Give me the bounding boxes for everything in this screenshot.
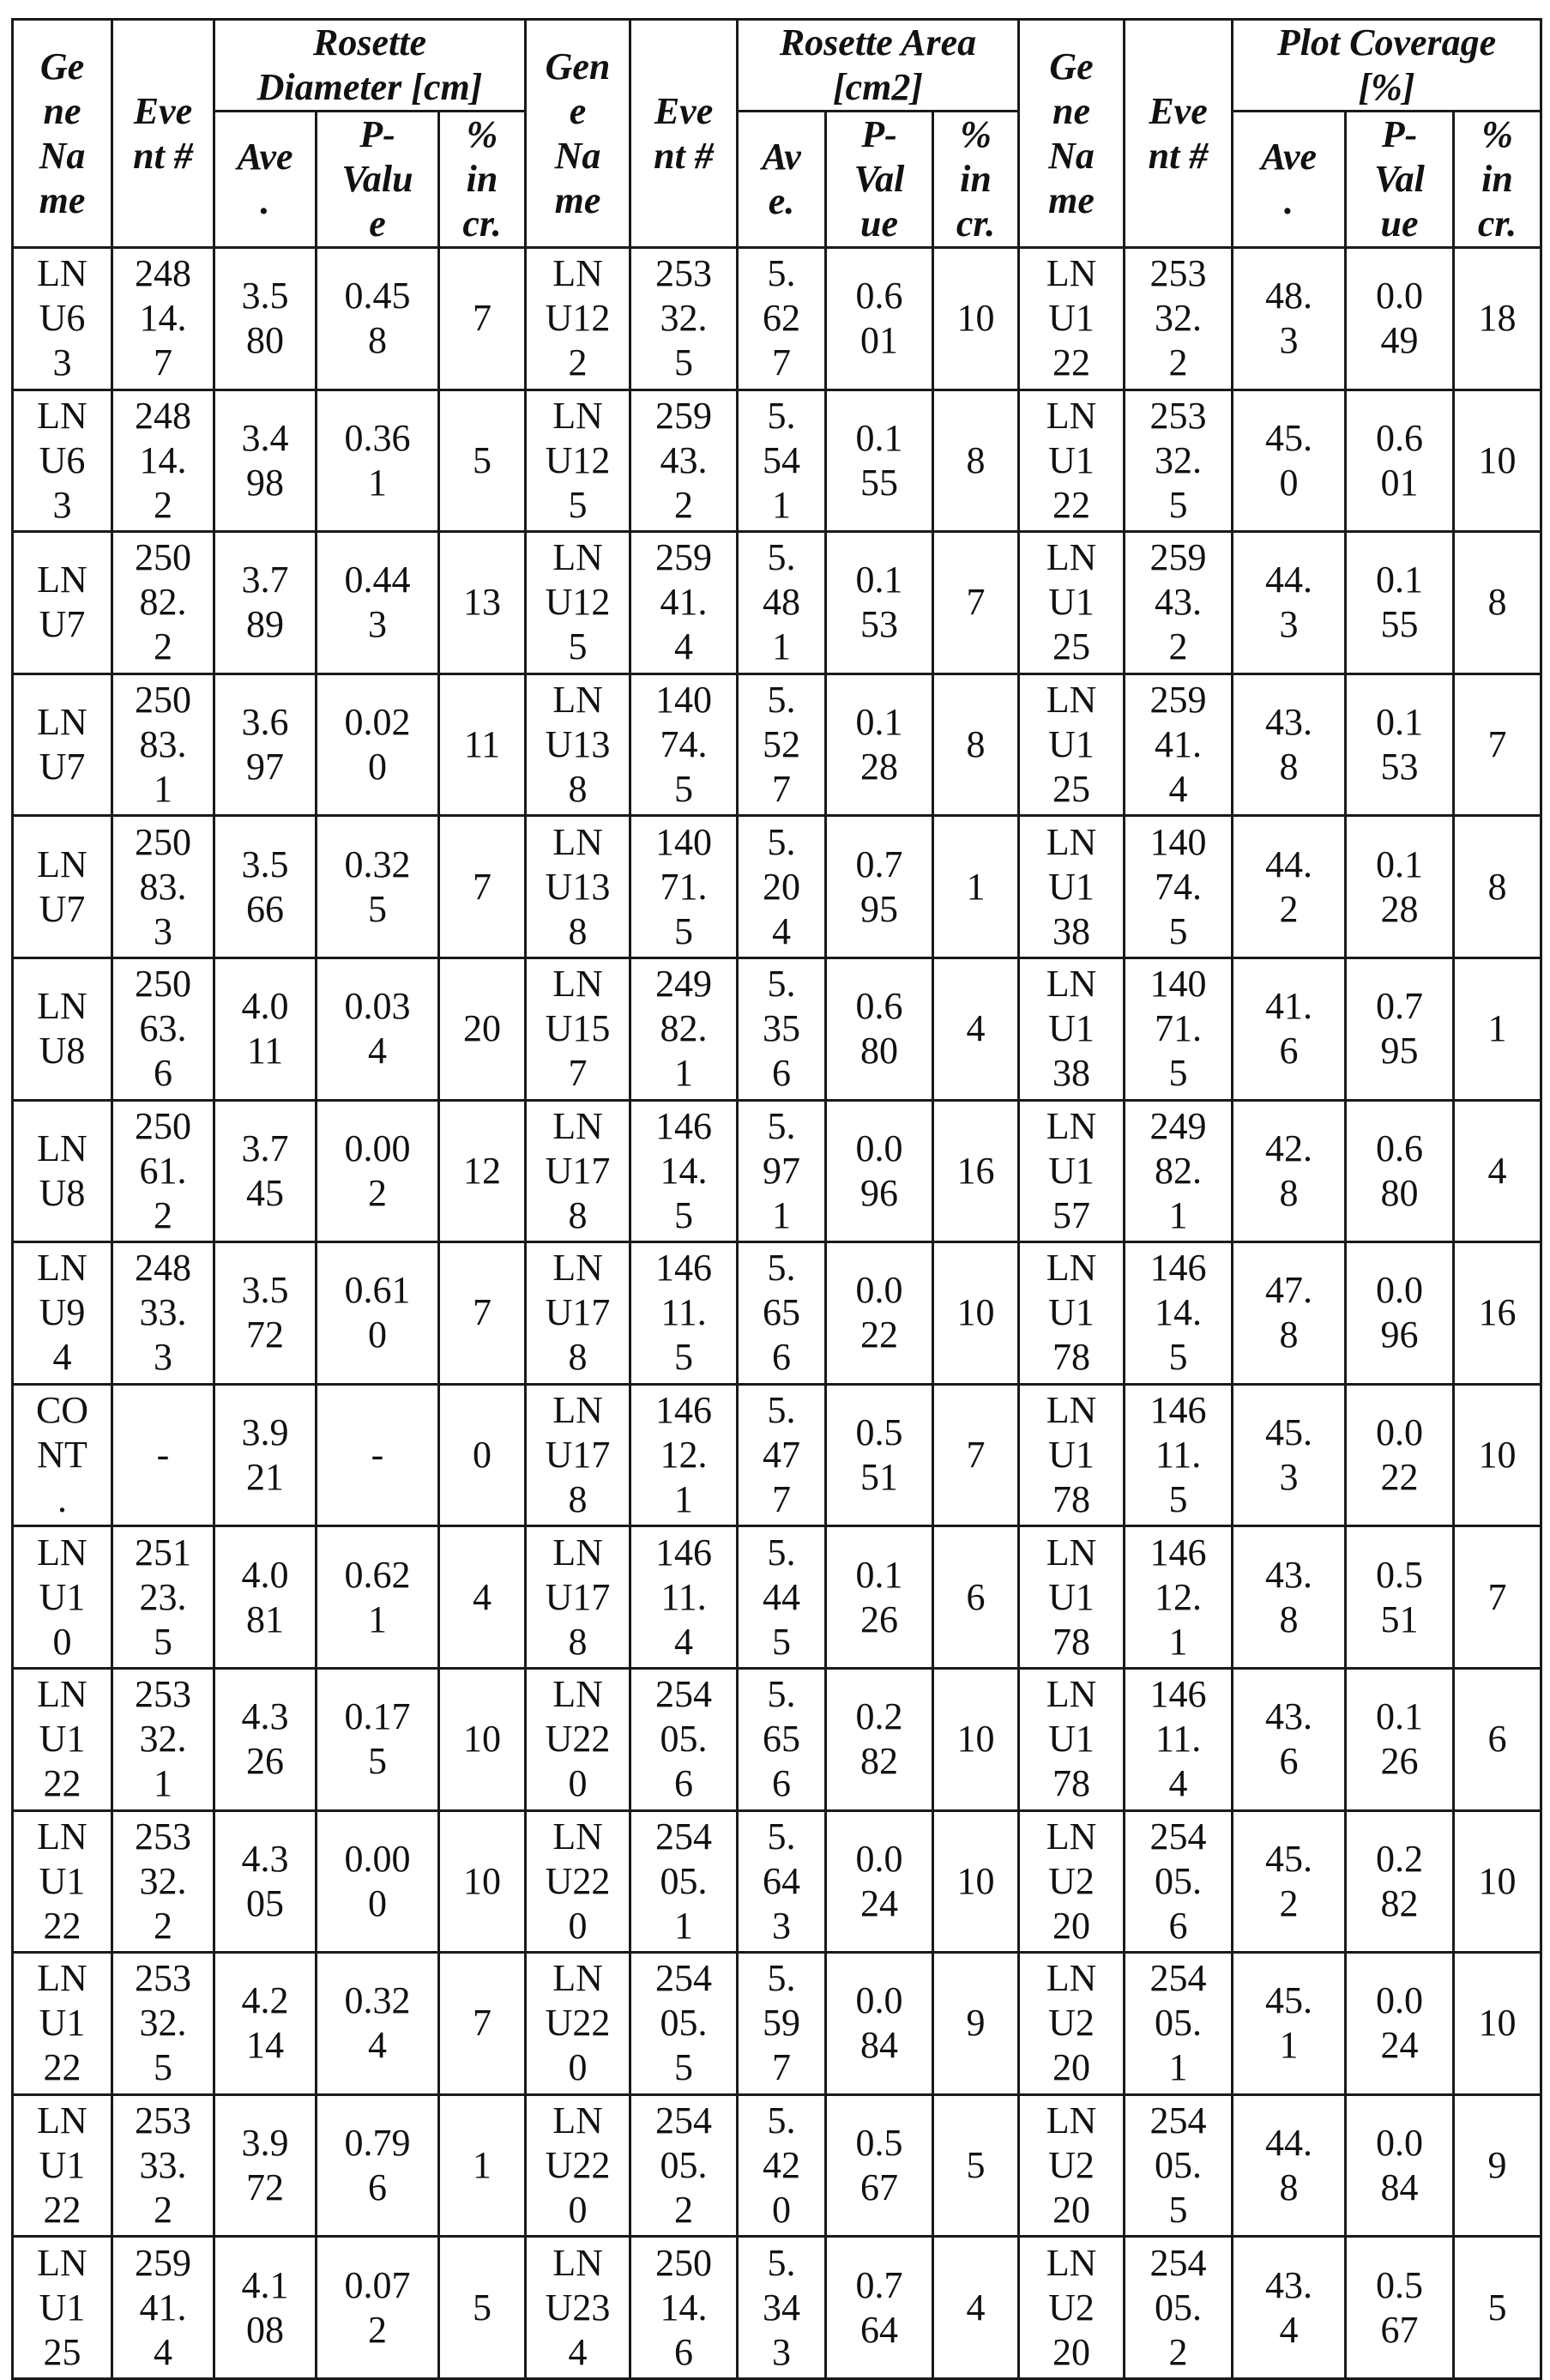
cell-gene-name: LN U6 3 <box>13 248 112 390</box>
cell-diameter-p-value: 0.61 0 <box>317 1242 439 1385</box>
cell-diameter-pct-incr: 20 <box>439 957 526 1100</box>
cell-gene-name-2: LN U13 8 <box>526 816 630 958</box>
table-row <box>13 532 1541 674</box>
cell-coverage-pct-incr: 8 <box>1454 816 1541 958</box>
table-row <box>13 674 1541 816</box>
cell-diameter-pct-incr: 1 <box>439 2094 526 2237</box>
cell-area-p-value: 0.7 95 <box>826 816 933 958</box>
cell-gene-name-3: LN U2 20 <box>1019 2094 1125 2237</box>
cell-diameter-ave: 3.5 72 <box>214 1242 317 1385</box>
cell-coverage-p-value: 0.0 96 <box>1346 1242 1454 1385</box>
cell-coverage-p-value: 0.1 53 <box>1346 674 1454 816</box>
cell-area-p-value: 0.2 82 <box>826 1668 933 1810</box>
header-coverage-pct-incr: % in cr. <box>1454 112 1541 248</box>
cell-event-2: 259 41. 4 <box>630 532 738 674</box>
cell-gene-name-2: LN U17 8 <box>526 1526 630 1669</box>
cell-gene-name-3: LN U2 20 <box>1019 1810 1125 1953</box>
cell-event-3: 146 11. 4 <box>1125 1668 1233 1810</box>
cell-gene-name-2: LN U22 0 <box>526 1810 630 1953</box>
cell-coverage-pct-incr: 4 <box>1454 1100 1541 1242</box>
cell-event: 251 23. 5 <box>112 1526 214 1669</box>
header-group-rosette-area: Rosette Area [cm2] <box>738 20 1019 112</box>
cell-gene-name-2: LN U22 0 <box>526 2094 630 2237</box>
cell-area-p-value: 0.1 28 <box>826 674 933 816</box>
cell-event: 253 32. 1 <box>112 1668 214 1810</box>
header-event-3: Eve nt # <box>1125 20 1233 248</box>
cell-gene-name-3: LN U1 38 <box>1019 816 1125 958</box>
cell-gene-name: LN U7 <box>13 816 112 958</box>
cell-area-ave: 5. 48 1 <box>738 532 826 674</box>
cell-diameter-pct-incr: 7 <box>439 1242 526 1385</box>
cell-diameter-ave: 4.0 11 <box>214 957 317 1100</box>
header-diameter-ave: Ave . <box>214 112 317 248</box>
cell-gene-name-3: LN U1 38 <box>1019 957 1125 1100</box>
cell-area-ave: 5. 44 5 <box>738 1526 826 1669</box>
cell-diameter-ave: 3.7 45 <box>214 1100 317 1242</box>
cell-coverage-p-value: 0.0 49 <box>1346 248 1454 390</box>
header-diameter-pct-incr: % in cr. <box>439 112 526 248</box>
cell-area-p-value: 0.0 22 <box>826 1242 933 1385</box>
header-coverage-ave: Ave . <box>1233 112 1346 248</box>
cell-coverage-ave: 44. 2 <box>1233 816 1346 958</box>
cell-area-p-value: 0.5 67 <box>826 2094 933 2237</box>
cell-diameter-ave: 4.3 05 <box>214 1810 317 1953</box>
cell-coverage-pct-incr: 7 <box>1454 1526 1541 1669</box>
cell-gene-name-2: LN U12 5 <box>526 532 630 674</box>
cell-event-2: 254 05. 1 <box>630 1810 738 1953</box>
cell-event-2: 146 12. 1 <box>630 1384 738 1526</box>
cell-event: 250 61. 2 <box>112 1100 214 1242</box>
cell-gene-name-2: LN U22 0 <box>526 1668 630 1810</box>
cell-event-3: 146 14. 5 <box>1125 1242 1233 1385</box>
cell-area-p-value: 0.7 64 <box>826 2237 933 2379</box>
header-row-groups <box>13 20 1541 112</box>
cell-area-pct-incr: 7 <box>933 532 1019 674</box>
cell-diameter-ave: 3.9 21 <box>214 1384 317 1526</box>
cell-diameter-pct-incr: 5 <box>439 2237 526 2379</box>
cell-diameter-pct-incr: 7 <box>439 1953 526 2095</box>
cell-event-3: 146 11. 5 <box>1125 1384 1233 1526</box>
cell-gene-name-2: LN U22 0 <box>526 1953 630 2095</box>
cell-area-p-value: 0.0 24 <box>826 1810 933 1953</box>
cell-gene-name-3: LN U2 20 <box>1019 2237 1125 2379</box>
cell-diameter-pct-incr: 4 <box>439 1526 526 1669</box>
cell-area-pct-incr: 6 <box>933 1526 1019 1669</box>
cell-gene-name-3: LN U1 25 <box>1019 532 1125 674</box>
cell-coverage-pct-incr: 1 <box>1454 957 1541 1100</box>
cell-diameter-ave: 3.4 98 <box>214 390 317 532</box>
cell-coverage-pct-incr: 10 <box>1454 390 1541 532</box>
table-row <box>13 957 1541 1100</box>
cell-coverage-ave: 42. 8 <box>1233 1100 1346 1242</box>
cell-event: 250 82. 2 <box>112 532 214 674</box>
cell-coverage-pct-incr: 18 <box>1454 248 1541 390</box>
cell-gene-name-2: LN U13 8 <box>526 674 630 816</box>
cell-event-3: 254 05. 5 <box>1125 2094 1233 2237</box>
cell-area-p-value: 0.1 55 <box>826 390 933 532</box>
cell-coverage-p-value: 0.0 84 <box>1346 2094 1454 2237</box>
cell-event: 250 63. 6 <box>112 957 214 1100</box>
cell-diameter-ave: 3.7 89 <box>214 532 317 674</box>
table-row <box>13 1100 1541 1242</box>
cell-gene-name: LN U7 <box>13 674 112 816</box>
cell-event-2: 259 43. 2 <box>630 390 738 532</box>
cell-diameter-p-value: 0.44 3 <box>317 532 439 674</box>
table-row <box>13 2237 1541 2379</box>
header-diameter-p-value: P- Valu e <box>317 112 439 248</box>
cell-coverage-ave: 44. 3 <box>1233 532 1346 674</box>
cell-area-p-value: 0.6 01 <box>826 248 933 390</box>
cell-coverage-pct-incr: 6 <box>1454 1668 1541 1810</box>
cell-coverage-pct-incr: 10 <box>1454 1810 1541 1953</box>
cell-coverage-p-value: 0.1 28 <box>1346 816 1454 958</box>
cell-area-ave: 5. 65 6 <box>738 1668 826 1810</box>
cell-diameter-pct-incr: 7 <box>439 816 526 958</box>
cell-area-pct-incr: 4 <box>933 957 1019 1100</box>
cell-area-ave: 5. 47 7 <box>738 1384 826 1526</box>
cell-area-pct-incr: 10 <box>933 1810 1019 1953</box>
cell-diameter-ave: 4.3 26 <box>214 1668 317 1810</box>
cell-event-2: 140 74. 5 <box>630 674 738 816</box>
cell-event-3: 140 71. 5 <box>1125 957 1233 1100</box>
cell-event-2: 253 32. 5 <box>630 248 738 390</box>
cell-event: 259 41. 4 <box>112 2237 214 2379</box>
table-row <box>13 2094 1541 2237</box>
cell-diameter-p-value: 0.02 0 <box>317 674 439 816</box>
cell-event-3: 140 74. 5 <box>1125 816 1233 958</box>
cell-gene-name-2: LN U23 4 <box>526 2237 630 2379</box>
cell-coverage-pct-incr: 9 <box>1454 2094 1541 2237</box>
cell-diameter-p-value: 0.32 4 <box>317 1953 439 2095</box>
cell-gene-name-3: LN U1 78 <box>1019 1668 1125 1810</box>
cell-gene-name-3: LN U1 57 <box>1019 1100 1125 1242</box>
cell-gene-name-2: LN U17 8 <box>526 1100 630 1242</box>
cell-event: 248 14. 7 <box>112 248 214 390</box>
cell-area-ave: 5. 20 4 <box>738 816 826 958</box>
header-area-ave: Av e. <box>738 112 826 248</box>
cell-coverage-p-value: 0.2 82 <box>1346 1810 1454 1953</box>
cell-diameter-pct-incr: 11 <box>439 674 526 816</box>
cell-gene-name: LN U1 22 <box>13 1953 112 2095</box>
cell-coverage-pct-incr: 7 <box>1454 674 1541 816</box>
cell-area-pct-incr: 5 <box>933 2094 1019 2237</box>
cell-diameter-p-value: 0.00 0 <box>317 1810 439 1953</box>
cell-coverage-pct-incr: 10 <box>1454 1384 1541 1526</box>
cell-coverage-p-value: 0.5 67 <box>1346 2237 1454 2379</box>
cell-gene-name-3: LN U2 20 <box>1019 1953 1125 2095</box>
cell-event: 248 33. 3 <box>112 1242 214 1385</box>
cell-gene-name: LN U8 <box>13 957 112 1100</box>
cell-area-pct-incr: 10 <box>933 1668 1019 1810</box>
cell-coverage-ave: 43. 6 <box>1233 1668 1346 1810</box>
cell-area-ave: 5. 59 7 <box>738 1953 826 2095</box>
cell-gene-name-3: LN U1 78 <box>1019 1384 1125 1526</box>
cell-area-ave: 5. 62 7 <box>738 248 826 390</box>
cell-area-pct-incr: 8 <box>933 390 1019 532</box>
cell-event: - <box>112 1384 214 1526</box>
cell-gene-name: LN U1 22 <box>13 2094 112 2237</box>
cell-area-ave: 5. 42 0 <box>738 2094 826 2237</box>
cell-event-3: 253 32. 5 <box>1125 390 1233 532</box>
cell-event-2: 254 05. 6 <box>630 1668 738 1810</box>
table-row <box>13 1668 1541 1810</box>
table-row <box>13 816 1541 958</box>
cell-gene-name: CO NT . <box>13 1384 112 1526</box>
cell-event: 250 83. 3 <box>112 816 214 958</box>
cell-event: 250 83. 1 <box>112 674 214 816</box>
cell-diameter-ave: 4.1 08 <box>214 2237 317 2379</box>
header-event-2: Eve nt # <box>630 20 738 248</box>
cell-area-pct-incr: 1 <box>933 816 1019 958</box>
cell-diameter-ave: 3.6 97 <box>214 674 317 816</box>
header-group-plot-coverage: Plot Coverage [%] <box>1233 20 1541 112</box>
cell-event: 253 32. 5 <box>112 1953 214 2095</box>
cell-diameter-p-value: 0.07 2 <box>317 2237 439 2379</box>
header-area-p-value: P- Val ue <box>826 112 933 248</box>
header-row-subcolumns <box>13 112 1541 248</box>
cell-area-ave: 5. 35 6 <box>738 957 826 1100</box>
cell-gene-name: LN U1 22 <box>13 1810 112 1953</box>
cell-coverage-ave: 44. 8 <box>1233 2094 1346 2237</box>
cell-event-2: 146 14. 5 <box>630 1100 738 1242</box>
cell-coverage-pct-incr: 16 <box>1454 1242 1541 1385</box>
cell-event-3: 253 32. 2 <box>1125 248 1233 390</box>
cell-event-2: 254 05. 2 <box>630 2094 738 2237</box>
cell-gene-name: LN U1 0 <box>13 1526 112 1669</box>
table-row <box>13 248 1541 390</box>
cell-area-p-value: 0.1 26 <box>826 1526 933 1669</box>
cell-event-2: 249 82. 1 <box>630 957 738 1100</box>
cell-gene-name: LN U9 4 <box>13 1242 112 1385</box>
cell-gene-name-2: LN U17 8 <box>526 1384 630 1526</box>
cell-coverage-p-value: 0.1 55 <box>1346 532 1454 674</box>
cell-diameter-p-value: 0.03 4 <box>317 957 439 1100</box>
cell-gene-name-2: LN U12 2 <box>526 248 630 390</box>
cell-area-p-value: 0.0 96 <box>826 1100 933 1242</box>
cell-diameter-pct-incr: 13 <box>439 532 526 674</box>
header-event: Eve nt # <box>112 20 214 248</box>
table-row <box>13 1384 1541 1526</box>
cell-coverage-p-value: 0.6 01 <box>1346 390 1454 532</box>
table-body <box>13 248 1541 2379</box>
results-table <box>11 18 1542 2380</box>
cell-diameter-p-value: 0.17 5 <box>317 1668 439 1810</box>
header-gene-name-2: Gen e Na me <box>526 20 630 248</box>
header-gene-name: Ge ne Na me <box>13 20 112 248</box>
cell-gene-name-3: LN U1 22 <box>1019 390 1125 532</box>
cell-event-3: 259 43. 2 <box>1125 532 1233 674</box>
cell-area-p-value: 0.5 51 <box>826 1384 933 1526</box>
cell-gene-name-2: LN U12 5 <box>526 390 630 532</box>
cell-event: 253 32. 2 <box>112 1810 214 1953</box>
cell-diameter-ave: 4.2 14 <box>214 1953 317 2095</box>
cell-gene-name: LN U8 <box>13 1100 112 1242</box>
cell-coverage-p-value: 0.1 26 <box>1346 1668 1454 1810</box>
cell-diameter-pct-incr: 7 <box>439 248 526 390</box>
cell-diameter-pct-incr: 10 <box>439 1668 526 1810</box>
cell-area-p-value: 0.1 53 <box>826 532 933 674</box>
cell-event: 248 14. 2 <box>112 390 214 532</box>
cell-gene-name-3: LN U1 22 <box>1019 248 1125 390</box>
cell-diameter-pct-incr: 5 <box>439 390 526 532</box>
cell-gene-name-3: LN U1 25 <box>1019 674 1125 816</box>
cell-event: 253 33. 2 <box>112 2094 214 2237</box>
cell-diameter-p-value: 0.32 5 <box>317 816 439 958</box>
cell-diameter-ave: 4.0 81 <box>214 1526 317 1669</box>
cell-area-p-value: 0.6 80 <box>826 957 933 1100</box>
cell-coverage-p-value: 0.7 95 <box>1346 957 1454 1100</box>
table-row <box>13 1242 1541 1385</box>
cell-gene-name: LN U7 <box>13 532 112 674</box>
cell-coverage-p-value: 0.0 24 <box>1346 1953 1454 2095</box>
cell-coverage-pct-incr: 8 <box>1454 532 1541 674</box>
cell-gene-name-3: LN U1 78 <box>1019 1242 1125 1385</box>
cell-coverage-ave: 48. 3 <box>1233 248 1346 390</box>
cell-area-pct-incr: 10 <box>933 248 1019 390</box>
cell-event-2: 254 05. 5 <box>630 1953 738 2095</box>
cell-coverage-pct-incr: 10 <box>1454 1953 1541 2095</box>
cell-event-3: 254 05. 1 <box>1125 1953 1233 2095</box>
cell-coverage-ave: 47. 8 <box>1233 1242 1346 1385</box>
cell-diameter-p-value: 0.36 1 <box>317 390 439 532</box>
cell-diameter-p-value: 0.00 2 <box>317 1100 439 1242</box>
table-row <box>13 1953 1541 2095</box>
cell-coverage-ave: 43. 8 <box>1233 1526 1346 1669</box>
cell-coverage-p-value: 0.6 80 <box>1346 1100 1454 1242</box>
cell-gene-name: LN U1 25 <box>13 2237 112 2379</box>
cell-event-3: 146 12. 1 <box>1125 1526 1233 1669</box>
cell-area-pct-incr: 7 <box>933 1384 1019 1526</box>
cell-area-ave: 5. 64 3 <box>738 1810 826 1953</box>
cell-diameter-p-value: - <box>317 1384 439 1526</box>
cell-diameter-pct-incr: 0 <box>439 1384 526 1526</box>
cell-event-2: 250 14. 6 <box>630 2237 738 2379</box>
cell-gene-name: LN U6 3 <box>13 390 112 532</box>
cell-area-ave: 5. 97 1 <box>738 1100 826 1242</box>
cell-diameter-ave: 3.5 66 <box>214 816 317 958</box>
cell-diameter-pct-incr: 12 <box>439 1100 526 1242</box>
cell-coverage-p-value: 0.5 51 <box>1346 1526 1454 1669</box>
cell-area-p-value: 0.0 84 <box>826 1953 933 2095</box>
cell-area-ave: 5. 65 6 <box>738 1242 826 1385</box>
cell-coverage-ave: 41. 6 <box>1233 957 1346 1100</box>
cell-gene-name-3: LN U1 78 <box>1019 1526 1125 1669</box>
cell-area-ave: 5. 34 3 <box>738 2237 826 2379</box>
cell-area-pct-incr: 4 <box>933 2237 1019 2379</box>
cell-diameter-ave: 3.5 80 <box>214 248 317 390</box>
cell-coverage-ave: 45. 1 <box>1233 1953 1346 2095</box>
cell-area-pct-incr: 16 <box>933 1100 1019 1242</box>
cell-area-pct-incr: 10 <box>933 1242 1019 1385</box>
header-area-pct-incr: % in cr. <box>933 112 1019 248</box>
cell-gene-name: LN U1 22 <box>13 1668 112 1810</box>
cell-area-pct-incr: 9 <box>933 1953 1019 2095</box>
cell-coverage-ave: 43. 8 <box>1233 674 1346 816</box>
cell-diameter-p-value: 0.62 1 <box>317 1526 439 1669</box>
cell-coverage-p-value: 0.0 22 <box>1346 1384 1454 1526</box>
cell-event-3: 249 82. 1 <box>1125 1100 1233 1242</box>
cell-coverage-ave: 43. 4 <box>1233 2237 1346 2379</box>
cell-event-3: 259 41. 4 <box>1125 674 1233 816</box>
cell-event-2: 146 11. 5 <box>630 1242 738 1385</box>
cell-event-3: 254 05. 6 <box>1125 1810 1233 1953</box>
cell-area-pct-incr: 8 <box>933 674 1019 816</box>
cell-event-2: 146 11. 4 <box>630 1526 738 1669</box>
cell-coverage-ave: 45. 0 <box>1233 390 1346 532</box>
table-row <box>13 1526 1541 1669</box>
cell-diameter-p-value: 0.79 6 <box>317 2094 439 2237</box>
cell-gene-name-2: LN U15 7 <box>526 957 630 1100</box>
cell-diameter-pct-incr: 10 <box>439 1810 526 1953</box>
cell-coverage-ave: 45. 2 <box>1233 1810 1346 1953</box>
cell-event-3: 254 05. 2 <box>1125 2237 1233 2379</box>
table-row <box>13 390 1541 532</box>
cell-diameter-ave: 3.9 72 <box>214 2094 317 2237</box>
cell-diameter-p-value: 0.45 8 <box>317 248 439 390</box>
cell-event-2: 140 71. 5 <box>630 816 738 958</box>
cell-gene-name-2: LN U17 8 <box>526 1242 630 1385</box>
table-row <box>13 1810 1541 1953</box>
cell-area-ave: 5. 54 1 <box>738 390 826 532</box>
header-gene-name-3: Ge ne Na me <box>1019 20 1125 248</box>
cell-area-ave: 5. 52 7 <box>738 674 826 816</box>
header-group-rosette-diameter: Rosette Diameter [cm] <box>214 20 526 112</box>
cell-coverage-pct-incr: 5 <box>1454 2237 1541 2379</box>
cell-coverage-ave: 45. 3 <box>1233 1384 1346 1526</box>
header-coverage-p-value: P- Val ue <box>1346 112 1454 248</box>
